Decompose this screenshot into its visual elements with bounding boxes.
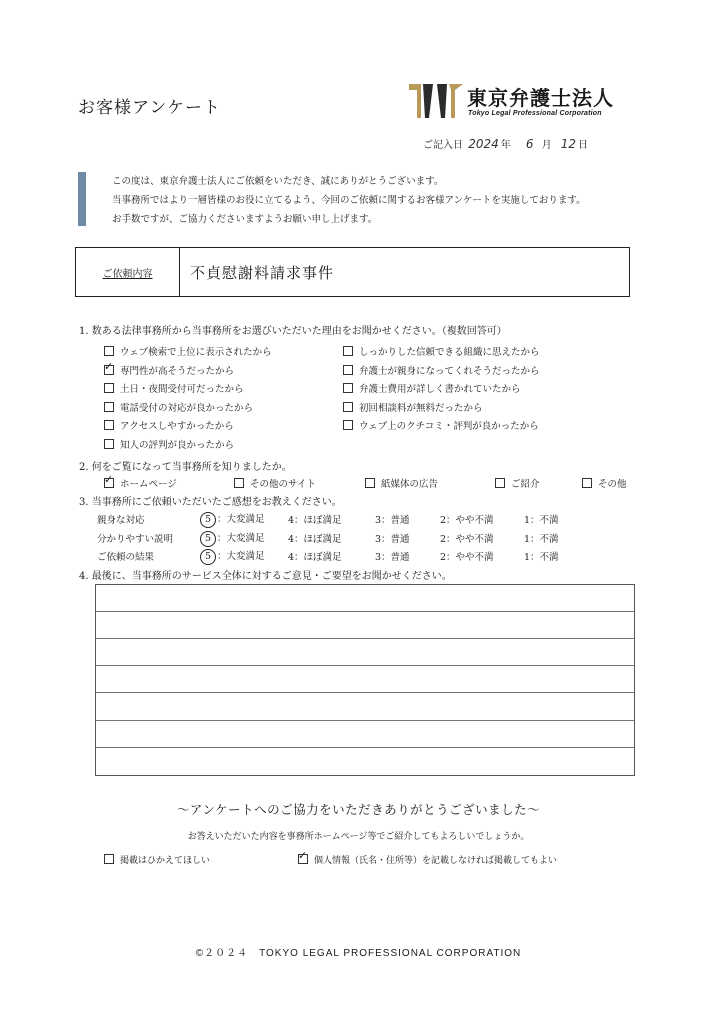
q1-option[interactable]: ✓専門性が高そうだったから <box>104 363 234 377</box>
q2-option[interactable]: その他 <box>582 476 627 490</box>
checkbox[interactable] <box>582 478 592 488</box>
request-value[interactable]: 不貞慰謝料請求事件 <box>190 264 335 282</box>
date-day-unit: 日 <box>578 140 589 151</box>
rating-option[interactable]: 2：やや不満 <box>440 534 494 545</box>
checkbox-checked[interactable] <box>298 854 308 864</box>
date-month[interactable]: 6 <box>525 137 534 151</box>
intro-accent-bar <box>78 172 86 226</box>
publish-option-no[interactable]: 掲載はひかえてほしい <box>104 853 210 866</box>
q1-option[interactable]: ウェブ上のクチコミ・評判が良かったから <box>343 418 539 432</box>
ruled-line <box>96 638 634 639</box>
checkbox[interactable] <box>365 478 375 488</box>
q2-option[interactable]: その他のサイト <box>234 476 316 490</box>
entry-date <box>423 136 588 151</box>
rating-option-selected[interactable]: 5 ：大変満足 <box>200 530 265 547</box>
rating-option[interactable]: 1：不満 <box>524 515 559 526</box>
q1-option[interactable]: しっかりした信頼できる組織に思えたから <box>343 344 540 358</box>
rating-option[interactable]: 4：ほぼ満足 <box>288 515 342 526</box>
checkbox[interactable] <box>104 383 114 393</box>
date-month-unit: 月 <box>541 140 552 151</box>
intro-line-2: 当事務所ではより一層皆様のお役に立てるよう、今回のご依頼に関するお客様アンケートを実施しております。 <box>112 195 586 206</box>
question-2: 2. 何をご覧になって当事務所を知りましたか。 <box>79 462 292 473</box>
q1-option[interactable]: アクセスしやすかったから <box>104 418 234 432</box>
q1-option[interactable]: 弁護士が親身になってくれそうだったから <box>343 363 540 377</box>
rating-option-selected[interactable]: 5 ：大変満足 <box>200 548 265 565</box>
columns-logo-icon <box>407 80 465 122</box>
question-1: 1. 数ある法律事務所から当事務所をお選びいただいた理由をお聞かせください。（複数回答可） <box>79 326 507 337</box>
rating-option[interactable]: 1：不満 <box>524 534 559 545</box>
ruled-line <box>96 747 634 748</box>
ruled-line <box>96 665 634 666</box>
date-year[interactable]: 2024 <box>468 137 499 151</box>
ruled-line <box>96 692 634 693</box>
q1-option[interactable]: ウェブ検索で上位に表示されたから <box>104 344 272 358</box>
page-title: お客様アンケート <box>78 98 221 118</box>
q1-option[interactable]: 初回相談料が無料だったから <box>343 400 483 414</box>
checkbox[interactable] <box>343 402 353 412</box>
thanks-message: ～アンケートへのご協力をいただきありがとうございました～ <box>176 802 541 817</box>
ruled-line <box>96 611 634 612</box>
intro-line-3: お手数ですが、ご協力くださいますようお願い申し上げます。 <box>112 214 378 225</box>
rating-option[interactable]: 2：やや不満 <box>440 515 494 526</box>
rating-row-label: ご依頼の結果 <box>97 552 155 563</box>
ruled-line <box>96 720 634 721</box>
checkbox[interactable] <box>495 478 505 488</box>
question-3: 3. 当事務所にご依頼いただいたご感想をお教えください。 <box>79 497 342 508</box>
date-day[interactable]: 12 <box>560 137 577 151</box>
brand-name: 東京弁護士法人 <box>467 86 614 110</box>
checkbox-checked[interactable] <box>104 365 114 375</box>
q1-option[interactable]: 知人の評判が良かったから <box>104 437 234 451</box>
request-box <box>75 247 630 297</box>
q1-option[interactable]: 土日・夜間受付可だったから <box>104 381 244 395</box>
rating-option[interactable]: 3：普通 <box>375 515 410 526</box>
question-4: 4. 最後に、当事務所のサービス全体に対するご意見・ご要望をお聞かせください。 <box>79 571 452 582</box>
checkbox-checked[interactable] <box>104 478 114 488</box>
checkbox[interactable] <box>104 854 114 864</box>
rating-option[interactable]: 4：ほぼ満足 <box>288 552 342 563</box>
rating-option[interactable]: 1：不満 <box>524 552 559 563</box>
q2-option[interactable]: ✓ホームページ <box>104 476 177 490</box>
request-label-cell <box>76 248 180 296</box>
intro-line-1: この度は、東京弁護士法人にご依頼をいただき、誠にありがとうございます。 <box>112 176 444 187</box>
checkbox[interactable] <box>343 346 353 356</box>
q1-option[interactable]: 弁護士費用が詳しく書かれていたから <box>343 381 521 395</box>
publish-option-yes[interactable]: ✓ 個人情報（氏名・住所等）を記載しなければ掲載してもよい <box>298 853 557 866</box>
request-label: ご依頼内容 <box>102 268 153 280</box>
brand-name-en: Tokyo Legal Professional Corporation <box>468 110 602 117</box>
checkbox[interactable] <box>343 420 353 430</box>
checkbox[interactable] <box>104 439 114 449</box>
checkbox[interactable] <box>234 478 244 488</box>
rating-option[interactable]: 4：ほぼ満足 <box>288 534 342 545</box>
rating-option[interactable]: 3：普通 <box>375 552 410 563</box>
copyright: ©２０２４ TOKYO LEGAL PROFESSIONAL CORPORATION <box>195 948 522 959</box>
rating-option[interactable]: 2：やや不満 <box>440 552 494 563</box>
rating-row-label: 分かりやすい説明 <box>97 534 174 545</box>
q2-option[interactable]: ご紹介 <box>495 476 540 490</box>
checkbox[interactable] <box>343 383 353 393</box>
checkbox[interactable] <box>104 402 114 412</box>
publish-question: お答えいただいた内容を事務所ホームページ等でご紹介してもよろしいでしょうか。 <box>187 832 530 842</box>
checkbox[interactable] <box>104 420 114 430</box>
date-label: ご記入日 <box>423 140 463 151</box>
rating-row-label: 親身な対応 <box>97 515 145 526</box>
q1-option[interactable]: 電話受付の対応が良かったから <box>104 400 253 414</box>
rating-option-selected[interactable]: 5 ：大変満足 <box>200 511 265 528</box>
checkbox[interactable] <box>104 346 114 356</box>
rating-option[interactable]: 3：普通 <box>375 534 410 545</box>
date-year-unit: 年 <box>500 140 511 151</box>
checkbox[interactable] <box>343 365 353 375</box>
q2-option[interactable]: 紙媒体の広告 <box>365 476 438 490</box>
comment-textarea[interactable] <box>95 584 635 776</box>
